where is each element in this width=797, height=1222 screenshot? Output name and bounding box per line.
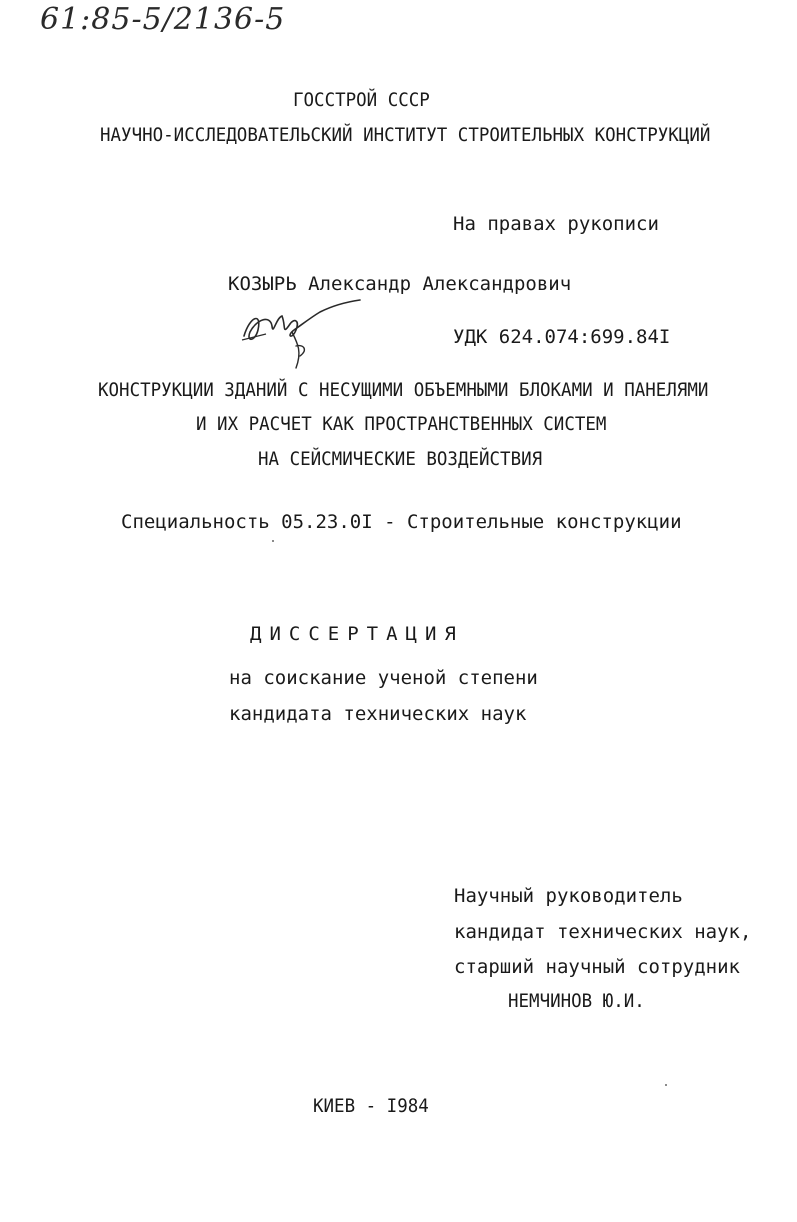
place-and-year: КИЕВ - I984: [313, 1095, 429, 1117]
organization-name: ГОССТРОЙ СССР: [293, 89, 430, 111]
rights-note: На правах рукописи: [453, 213, 659, 235]
specialty: Специальность 05.23.0I - Строительные конструкции: [121, 511, 682, 533]
degree-line-1: на соискание ученой степени: [229, 667, 538, 689]
supervisor-name: НЕМЧИНОВ Ю.И.: [508, 990, 645, 1012]
degree-line-2: кандидата технических наук: [229, 703, 527, 725]
title-line-1: КОНСТРУКЦИИ ЗДАНИЙ С НЕСУЩИМИ ОБЪЕМНЫМИ БЛОКАМИ И ПАНЕЛЯМИ: [98, 379, 709, 401]
author-signature: [236, 296, 366, 376]
archive-handwritten-mark: 61:85-5/2136-5: [40, 2, 286, 37]
supervisor-position: старший научный сотрудник: [454, 956, 740, 978]
institute-name: НАУЧНО-ИССЛЕДОВАТЕЛЬСКИЙ ИНСТИТУТ СТРОИТЕЛЬНЫХ КОНСТРУКЦИЙ: [100, 124, 711, 146]
udc-code: УДК 624.074:699.84I: [453, 326, 671, 348]
supervisor-role: Научный руководитель: [454, 885, 683, 907]
supervisor-degree: кандидат технических наук,: [454, 921, 752, 943]
speck-mark: [272, 540, 274, 542]
author-name: КОЗЫРЬ Александр Александрович: [228, 273, 572, 295]
title-line-3: НА СЕЙСМИЧЕСКИЕ ВОЗДЕЙСТВИЯ: [258, 448, 543, 470]
work-type: ДИССЕРТАЦИЯ: [250, 623, 464, 645]
speck-mark: [665, 1084, 667, 1086]
title-line-2: И ИХ РАСЧЕТ КАК ПРОСТРАНСТВЕННЫХ СИСТЕМ: [196, 413, 607, 435]
